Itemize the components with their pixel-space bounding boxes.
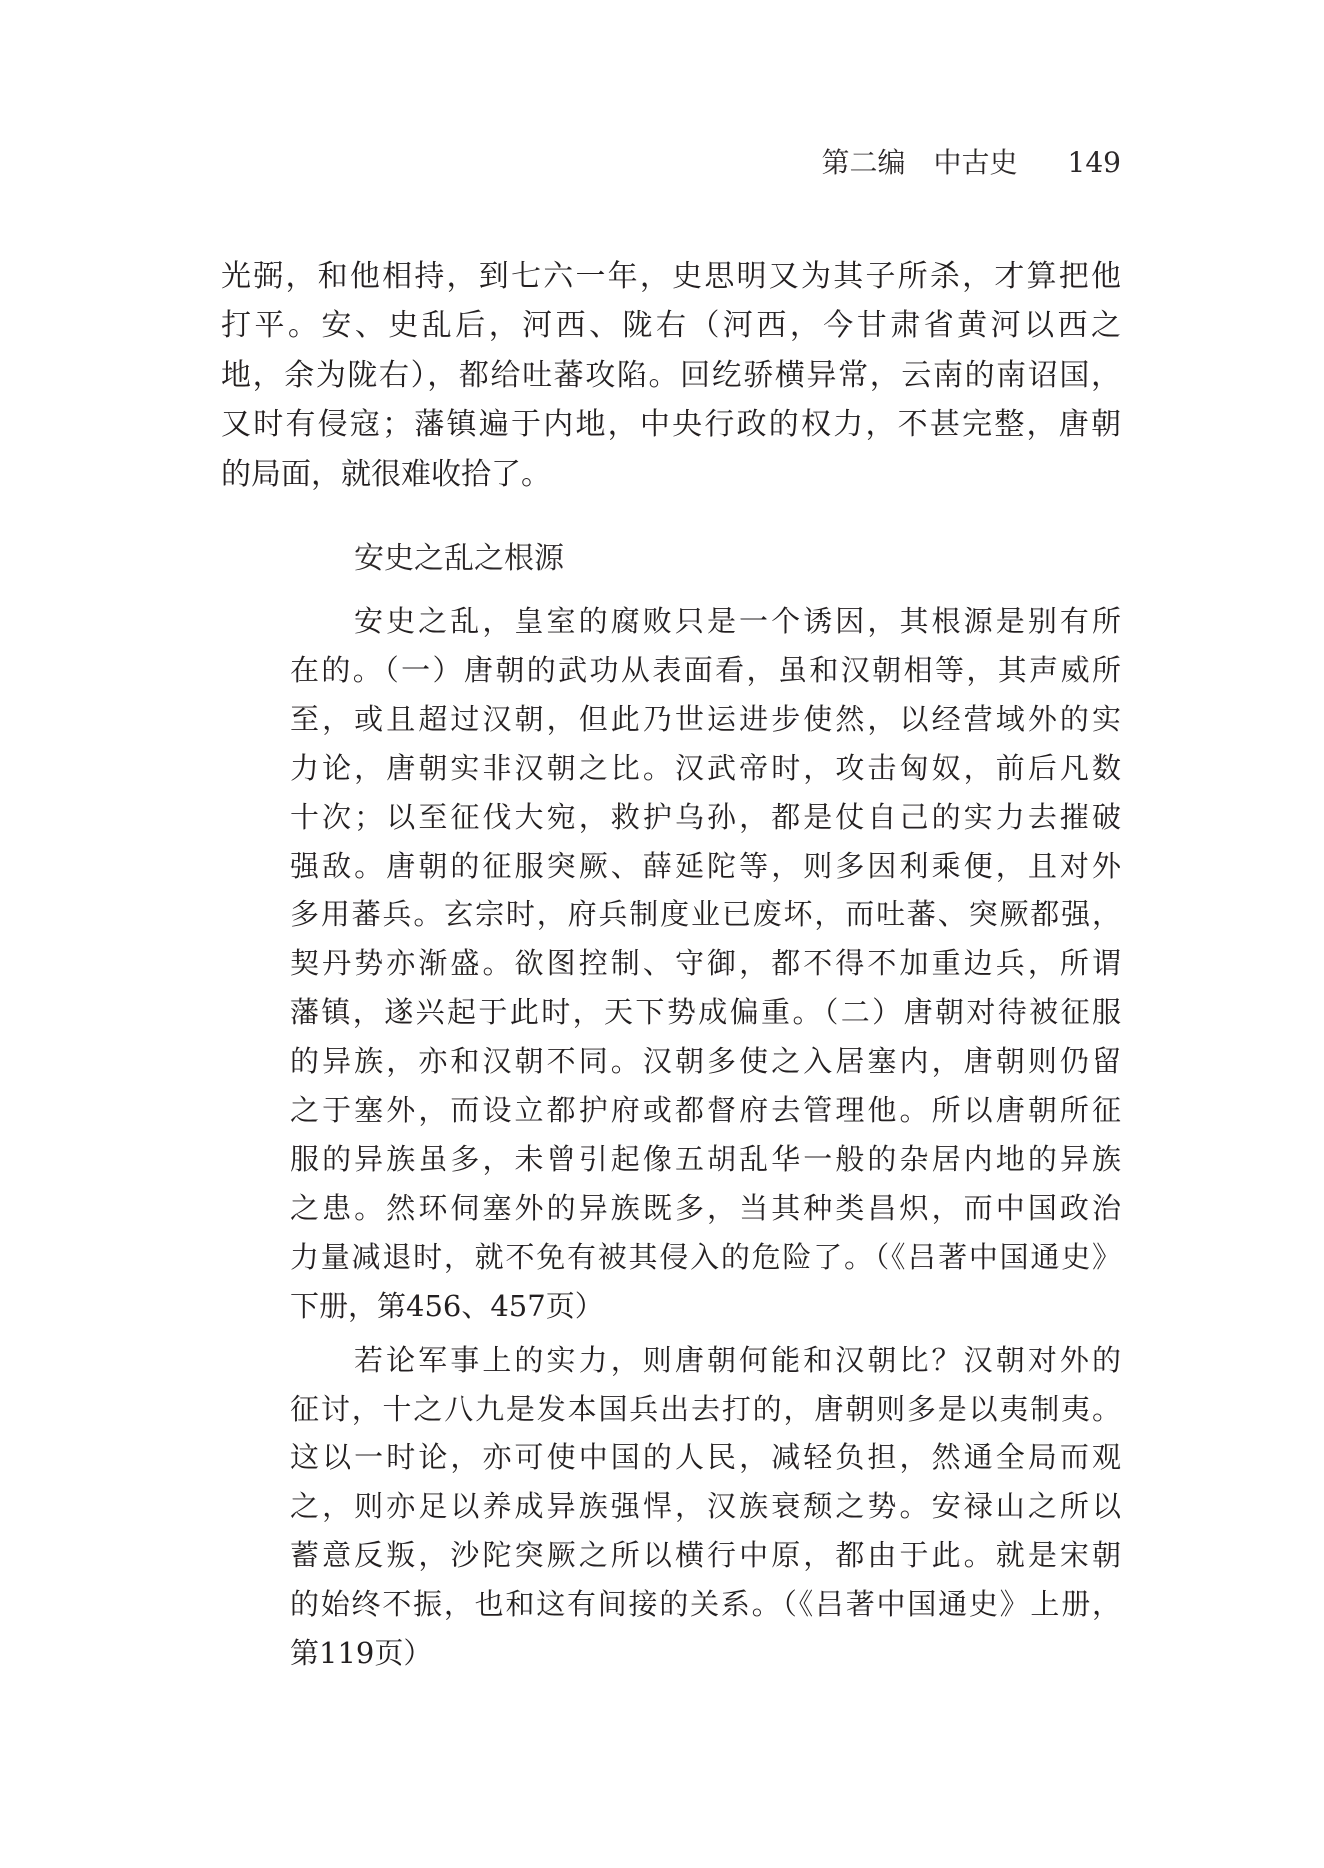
text-line: 力论，唐朝实非汉朝之比。汉武帝时，攻击匈奴，前后凡数 xyxy=(290,750,1121,785)
text-line: 的局面，就很难收拾了。 xyxy=(221,456,551,492)
text-line: 地，余为陇右），都给吐蕃攻陷。回纥骄横异常，云南的南诏国， xyxy=(221,357,1121,393)
text-line: 之，则亦足以养成异族强悍，汉族衰颓之势。安禄山之所以 xyxy=(290,1489,1121,1524)
page-number: 149 xyxy=(1067,146,1121,179)
text-line: 打平。安、史乱后，河西、陇右（河西，今甘肃省黄河以西之 xyxy=(221,308,1121,344)
text-line: 至，或且超过汉朝，但此乃世运进步使然，以经营域外的实 xyxy=(290,701,1121,736)
text-line: 这以一时论，亦可使中国的人民，减轻负担，然通全局而观 xyxy=(290,1440,1121,1475)
section-title: 第二编 中古史 xyxy=(821,146,1018,179)
text-line: 若论军事上的实力，则唐朝何能和汉朝比？汉朝对外的 xyxy=(354,1342,1121,1377)
text-line: 光弼，和他相持，到七六一年，史思明又为其子所杀，才算把他 xyxy=(221,259,1121,294)
text-line: 下册，第456、457页） xyxy=(290,1288,604,1323)
text-line: 十次；以至征伐大宛，救护乌孙，都是仗自己的实力去摧破 xyxy=(290,799,1121,834)
main-paragraph xyxy=(221,252,1121,499)
text-line: 征讨，十之八九是发本国兵出去打的，唐朝则多是以夷制夷。 xyxy=(290,1391,1121,1426)
text-line: 的异族，亦和汉朝不同。汉朝多使之入居塞内，唐朝则仍留 xyxy=(290,1044,1121,1079)
quote-paragraph xyxy=(290,597,1121,1331)
quoted-passage xyxy=(290,597,1121,1678)
text-line: 之患。然环伺塞外的异族既多，当其种类昌炽，而中国政治 xyxy=(290,1190,1121,1225)
text-line: 第119页） xyxy=(290,1636,433,1671)
text-line: 之于塞外，而设立都护府或都督府去管理他。所以唐朝所征 xyxy=(290,1093,1121,1128)
text-line: 蓄意反叛，沙陀突厥之所以横行中原，都由于此。就是宋朝 xyxy=(290,1538,1121,1573)
text-line: 的始终不振，也和这有间接的关系。（《吕著中国通史》上册， xyxy=(290,1587,1121,1622)
text-line: 藩镇，遂兴起于此时，天下势成偏重。（二）唐朝对待被征服 xyxy=(290,995,1121,1030)
running-head xyxy=(822,145,1121,181)
text-line: 力量减退时，就不免有被其侵入的危险了。（《吕著中国通史》 xyxy=(290,1239,1121,1274)
section-heading: 安史之乱之根源 xyxy=(354,541,564,576)
text-line: 又时有侵寇；藩镇遍于内地，中央行政的权力，不甚完整，唐朝 xyxy=(221,407,1121,443)
text-line: 契丹势亦渐盛。欲图控制、守御，都不得不加重边兵，所谓 xyxy=(290,946,1121,981)
text-line: 多用蕃兵。玄宗时，府兵制度业已废坏，而吐蕃、突厥都强， xyxy=(290,897,1121,932)
text-line: 服的异族虽多，未曾引起像五胡乱华一般的杂居内地的异族 xyxy=(290,1141,1121,1176)
quote-paragraph xyxy=(290,1336,1121,1678)
text-line: 强敌。唐朝的征服突厥、薛延陀等，则多因利乘便，且对外 xyxy=(290,848,1121,883)
text-line: 安史之乱，皇室的腐败只是一个诱因，其根源是别有所 xyxy=(354,604,1121,638)
text-line: 在的。（一）唐朝的武功从表面看，虽和汉朝相等，其声威所 xyxy=(290,652,1121,687)
